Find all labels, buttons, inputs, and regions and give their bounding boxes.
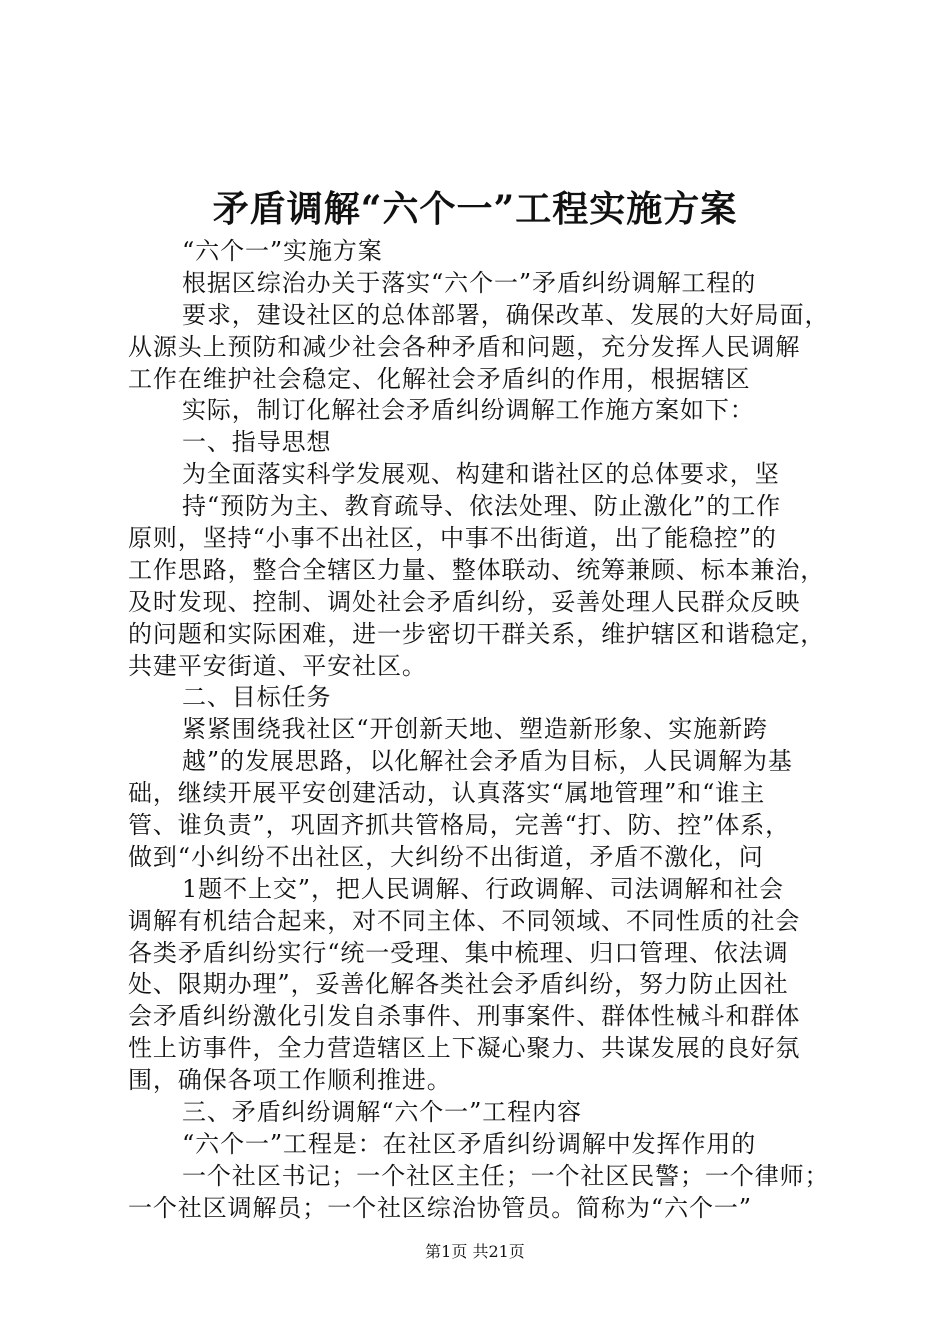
text-line: 根据区综治办关于落实“六个一”矛盾纠纷调解工程的 <box>182 268 757 297</box>
text-line: 要求，建设社区的总体部署，确保改革、发展的大好局面， <box>182 300 830 329</box>
document-title: 矛盾调解“六个一”工程实施方案 <box>212 188 738 230</box>
text-line: 及时发现、控制、调处社会矛盾纠纷，妥善处理人民群众反映 <box>128 587 801 616</box>
text-line: 原则，坚持“小事不出社区，中事不出街道，出了能稳控”的 <box>128 524 777 553</box>
text-line: 共建平安街道、平安社区。 <box>128 651 427 680</box>
text-line: 工作思路，整合全辖区力量、整体联动、统筹兼顾、标本兼治， <box>128 555 826 584</box>
text-line: 管、谁负责”，巩固齐抓共管格局，完善“打、防、控”体系， <box>128 811 791 840</box>
text-line: 各类矛盾纠纷实行“统一受理、集中梳理、归口管理、依法调 <box>128 938 789 967</box>
text-line: 一、指导思想 <box>182 428 332 457</box>
text-line: 二、目标任务 <box>182 683 332 712</box>
text-line: 处、限期办理”，妥善化解各类社会矛盾纠纷，努力防止因社 <box>128 970 789 999</box>
text-line: 础，继续开展平安创建活动，认真落实“属地管理”和“谁主 <box>128 779 766 808</box>
text-line: 紧紧围绕我社区“开创新天地、塑造新形象、实施新跨 <box>182 715 768 744</box>
text-line: 性上访事件，全力营造辖区上下凝心聚力、共谋发展的良好氛 <box>128 1034 801 1063</box>
text-line: “六个一”实施方案 <box>182 237 383 265</box>
text-line: 做到“小纠纷不出社区，大纠纷不出街道，矛盾不激化，问 <box>128 842 764 871</box>
text-line: 会矛盾纠纷激化引发自杀事件、刑事案件、群体性械斗和群体 <box>128 1002 801 1031</box>
text-line: 持“预防为主、教育疏导、依法处理、防止激化”的工作 <box>182 492 782 521</box>
text-line: 为全面落实科学发展观、构建和谐社区的总体要求，坚 <box>182 460 780 489</box>
text-line: 调解有机结合起来，对不同主体、不同领域、不同性质的社会 <box>128 906 801 935</box>
text-line: 的问题和实际困难，进一步密切干群关系，维护辖区和谐稳定， <box>128 619 826 648</box>
document-body <box>128 236 828 1225</box>
text-line: 越”的发展思路，以化解社会矛盾为目标，人民调解为基 <box>182 747 793 776</box>
text-line: 围，确保各项工作顺利推进。 <box>128 1066 452 1095</box>
text-line: 工作在维护社会稳定、化解社会矛盾纠的作用，根据辖区 <box>128 364 751 393</box>
text-line: 1题不上交”，把人民调解、行政调解、司法调解和社会 <box>182 874 785 903</box>
text-line: 一个社区调解员；一个社区综治协管员。简称为“六个一” <box>128 1193 752 1222</box>
text-line: 实际，制订化解社会矛盾纠纷调解工作施方案如下： <box>182 396 755 425</box>
page-footer: 第1页 共21页 <box>425 1242 525 1261</box>
text-line: 从源头上预防和减少社会各种矛盾和问题，充分发挥人民调解 <box>128 332 801 361</box>
text-line: 三、矛盾纠纷调解“六个一”工程内容 <box>182 1098 582 1127</box>
text-line: 一个社区书记；一个社区主任；一个社区民警；一个律师； <box>182 1161 830 1190</box>
text-line: “六个一”工程是：在社区矛盾纠纷调解中发挥作用的 <box>182 1129 757 1158</box>
